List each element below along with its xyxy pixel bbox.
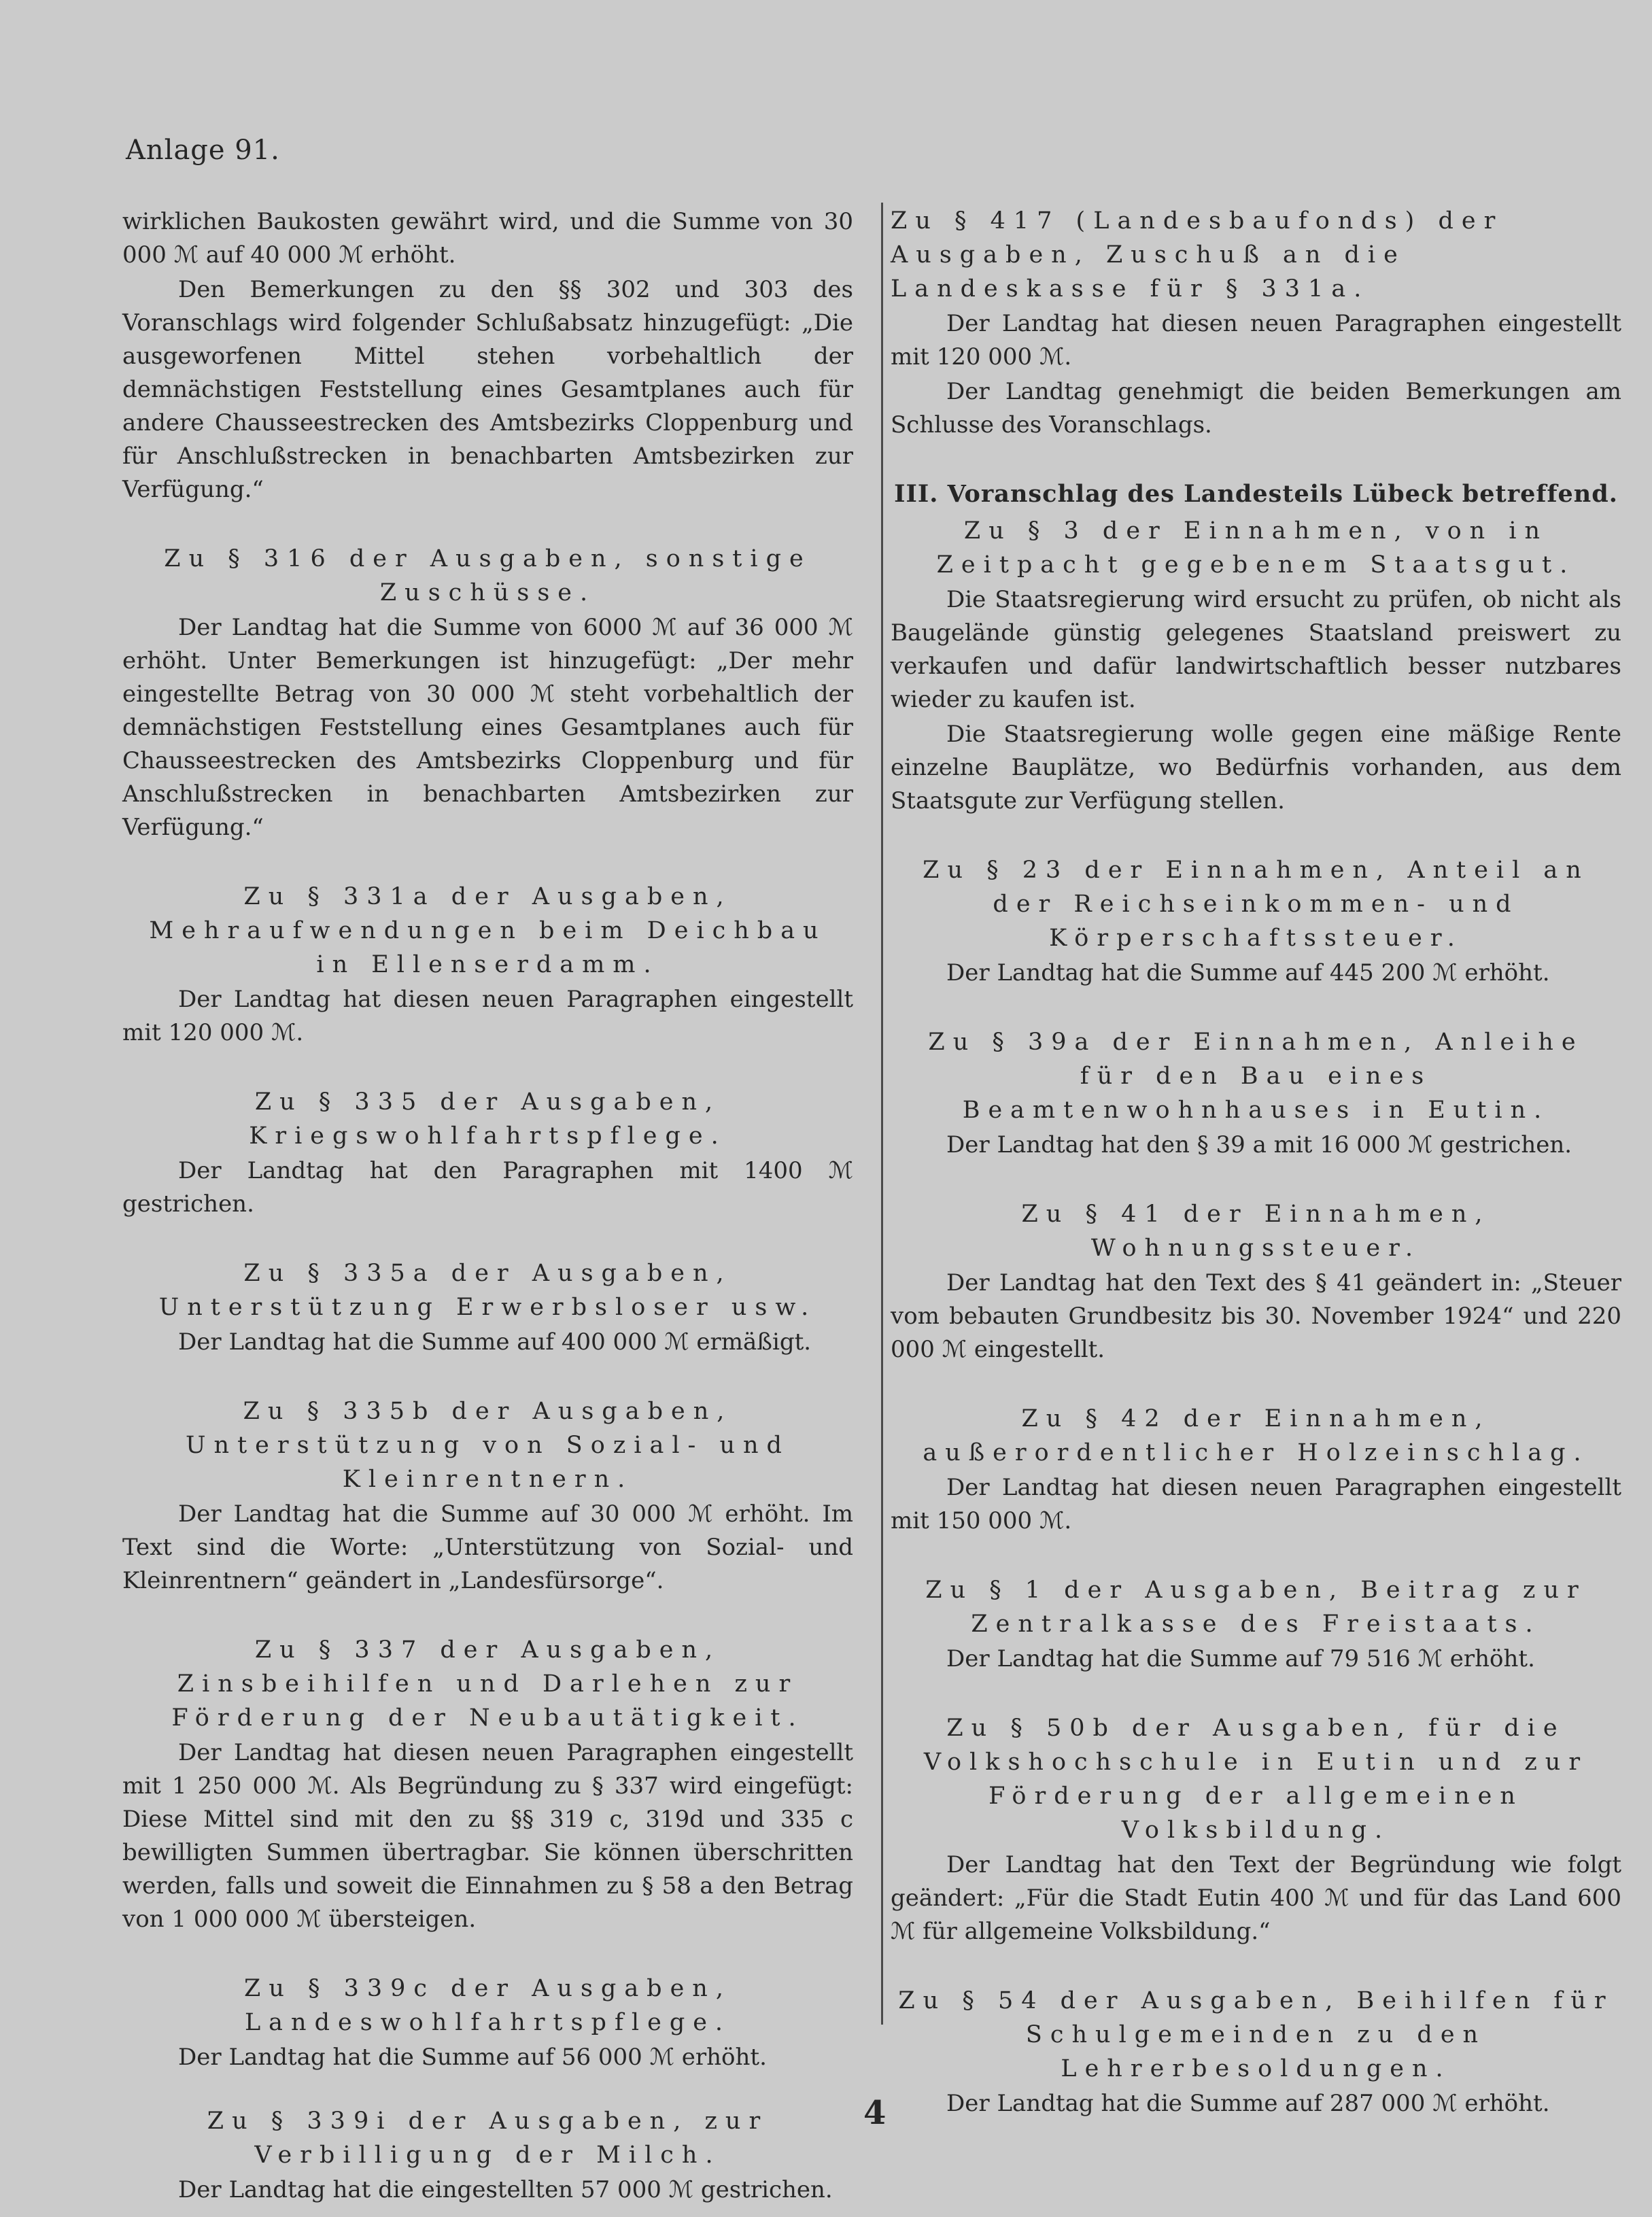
paragraph: Den Bemerkungen zu den §§ 302 und 303 des Voranschlags wird folgender Schlußabsatz hinzugefügt: „Die ausgeworfenen Mittel stehen vorbehaltlich der demnächstigen Feststellung eines Gesamtplanes auch für andere Chausseestrecken des Amtsbezirks Cloppenburg und für Anschlußstrecken in benachbarten Amtsbezirken zur Verfügung.“: [122, 276, 853, 503]
section-339i: [122, 2104, 853, 2207]
section-heading: Zu § 335b der Ausgaben, Unterstützung von Sozial- und Kleinrentnern.: [186, 1398, 790, 1493]
section-heading: Zu § 50b der Ausgaben, für die Volkshochschule in Eutin und zur Förderung der allgemeinen Volksbildung.: [923, 1715, 1589, 1844]
section-316: [122, 542, 853, 844]
section-heading: Zu § 3 der Einnahmen, von in Zeitpacht gegebenem Staatsgut.: [936, 517, 1576, 579]
section-continuation: [122, 205, 853, 506]
page-header: Anlage 91.: [126, 135, 280, 166]
section-heading: Zu § 316 der Ausgaben, sonstige Zuschüsse.: [164, 545, 812, 606]
paragraph: Die Staatsregierung wird ersucht zu prüfen, ob nicht als Baugelände günstig gelegenes Staatsland preiswert zu verkaufen und dafür landwirtschaftlich besser nutzbares wieder zu kaufen ist.: [891, 586, 1621, 713]
paragraph: wirklichen Baukosten gewährt wird, und die Summe von 30 000 ℳ auf 40 000 ℳ erhöht.: [122, 208, 853, 269]
paragraph: Der Landtag hat die Summe auf 400 000 ℳ ermäßigt.: [178, 1328, 812, 1356]
paragraph: Der Landtag hat die eingestellten 57 000 ℳ gestrichen.: [178, 2176, 833, 2203]
section-heading: Zu § 337 der Ausgaben, Zinsbeihilfen und Darlehen zur Förderung der Neubautätigkeit.: [171, 1636, 804, 1732]
part-heading: III. Voranschlag des Landesteils Lübeck betreffend.: [894, 480, 1618, 508]
paragraph: Der Landtag hat den Text des § 41 geändert in: „Steuer vom bebauten Grundbesitz bis 30. November 1924“ und 220 000 ℳ eingestellt.: [891, 1269, 1621, 1363]
section-339c: [122, 1972, 853, 2074]
paragraph: Der Landtag hat den § 39 a mit 16 000 ℳ gestrichen.: [946, 1131, 1572, 1158]
section-a1: [891, 1573, 1621, 1676]
section-337: [122, 1633, 853, 1936]
section-heading: Zu § 335a der Ausgaben, Unterstützung Erwerbsloser usw.: [158, 1260, 817, 1321]
paragraph: Der Landtag hat diesen neuen Paragraphen eingestellt mit 150 000 ℳ.: [891, 1474, 1621, 1534]
paragraph: Der Landtag hat die Summe auf 30 000 ℳ erhöht. Im Text sind die Worte: „Unterstützung von Sozial- und Kleinrentnern“ geändert in „Landesfürsorge“.: [122, 1500, 853, 1594]
paragraph: Der Landtag hat diesen neuen Paragraphen eingestellt mit 120 000 ℳ.: [122, 986, 853, 1046]
paragraph: Der Landtag hat die Summe auf 79 516 ℳ erhöht.: [946, 1645, 1535, 1672]
section-e39a: [891, 1025, 1621, 1162]
section-331a: [122, 880, 853, 1050]
paragraph: Der Landtag hat die Summe auf 445 200 ℳ erhöht.: [946, 959, 1550, 986]
paragraph: Der Landtag hat die Summe von 6000 ℳ auf 36 000 ℳ erhöht. Unter Bemerkungen ist hinzugefügt: „Der mehr eingestellte Betrag von 30 000 ℳ steht vorbehaltlich der demnächstigen Feststellung eines Gesamtplanes auch für Chausseestrecken des Amtsbezirks Cloppenburg und für Anschlußstrecken in benachbarten Amtsbezirken zur Verfügung.“: [122, 614, 853, 841]
paragraph: Der Landtag hat diesen neuen Paragraphen eingestellt mit 1 250 000 ℳ. Als Begründung zu § 337 wird eingefügt: Diese Mittel sind mit den zu §§ 319 c, 319d und 335 c bewilligten Summen übertragbar. Sie können überschritten werden, falls und soweit die Einnahmen zu § 58 a den Betrag von 1 000 000 ℳ übersteigen.: [122, 1739, 853, 1933]
page-number: 4: [863, 2094, 887, 2132]
section-e41: [891, 1197, 1621, 1367]
section-e23: [891, 853, 1621, 990]
paragraph: Der Landtag hat die Summe auf 287 000 ℳ erhöht.: [946, 2090, 1550, 2117]
paragraph: Die Staatsregierung wolle gegen eine mäßige Rente einzelne Bauplätze, wo Bedürfnis vorhanden, aus dem Staatsgute zur Verfügung stellen.: [891, 721, 1621, 814]
paragraph: Der Landtag hat den Paragraphen mit 1400 ℳ gestrichen.: [122, 1157, 853, 1218]
left-column: [122, 204, 853, 2207]
section-335: [122, 1085, 853, 1221]
paragraph: Der Landtag genehmigt die beiden Bemerkungen am Schlusse des Voranschlags.: [891, 378, 1621, 439]
paragraph: Der Landtag hat die Summe auf 56 000 ℳ erhöht.: [178, 2044, 767, 2071]
section-335a: [122, 1256, 853, 1359]
right-column: [891, 204, 1621, 2120]
section-heading: Zu § 54 der Ausgaben, Beihilfen für Schulgemeinden zu den Lehrerbesoldungen.: [898, 1987, 1614, 2082]
section-heading: Zu § 339i der Ausgaben, zur Verbilligung der Milch.: [207, 2108, 769, 2169]
section-heading: Zu § 23 der Einnahmen, Anteil an der Reichseinkommen- und Körperschaftssteuer.: [923, 857, 1589, 952]
section-417: [891, 204, 1621, 442]
section-heading: Zu § 339c der Ausgaben, Landeswohlfahrtspflege.: [244, 1975, 732, 2036]
column-divider: [881, 203, 883, 2025]
section-e42: [891, 1402, 1621, 1538]
paragraph: Der Landtag hat den Text der Begründung wie folgt geändert: „Für die Stadt Eutin 400 ℳ und für das Land 600 ℳ für allgemeine Volksbildung.“: [891, 1851, 1621, 1945]
section-335b: [122, 1394, 853, 1598]
paragraph: Der Landtag hat diesen neuen Paragraphen eingestellt mit 120 000 ℳ.: [891, 310, 1621, 371]
section-a50b: [891, 1711, 1621, 1948]
section-a54: [891, 1984, 1621, 2120]
section-heading: Zu § 42 der Einnahmen, außerordentlicher Holzeinschlag.: [923, 1405, 1589, 1466]
section-heading: Zu § 335 der Ausgaben, Kriegswohlfahrtspflege.: [249, 1088, 727, 1150]
section-heading: Zu § 39a der Einnahmen, Anleihe für den Bau eines Beamtenwohnhauses in Eutin.: [928, 1029, 1584, 1124]
section-heading: Zu § 1 der Ausgaben, Beitrag zur Zentralkasse des Freistaats.: [925, 1577, 1587, 1638]
section-heading: Zu § 331a der Ausgaben, Mehraufwendungen beim Deichbau in Ellenserdamm.: [149, 883, 827, 978]
section-heading: Zu § 417 (Landesbaufonds) der Ausgaben, Zuschuß an die Landeskasse für § 331a.: [891, 207, 1504, 303]
section-heading: Zu § 41 der Einnahmen, Wohnungssteuer.: [1021, 1201, 1491, 1262]
section-e3: [891, 514, 1621, 818]
